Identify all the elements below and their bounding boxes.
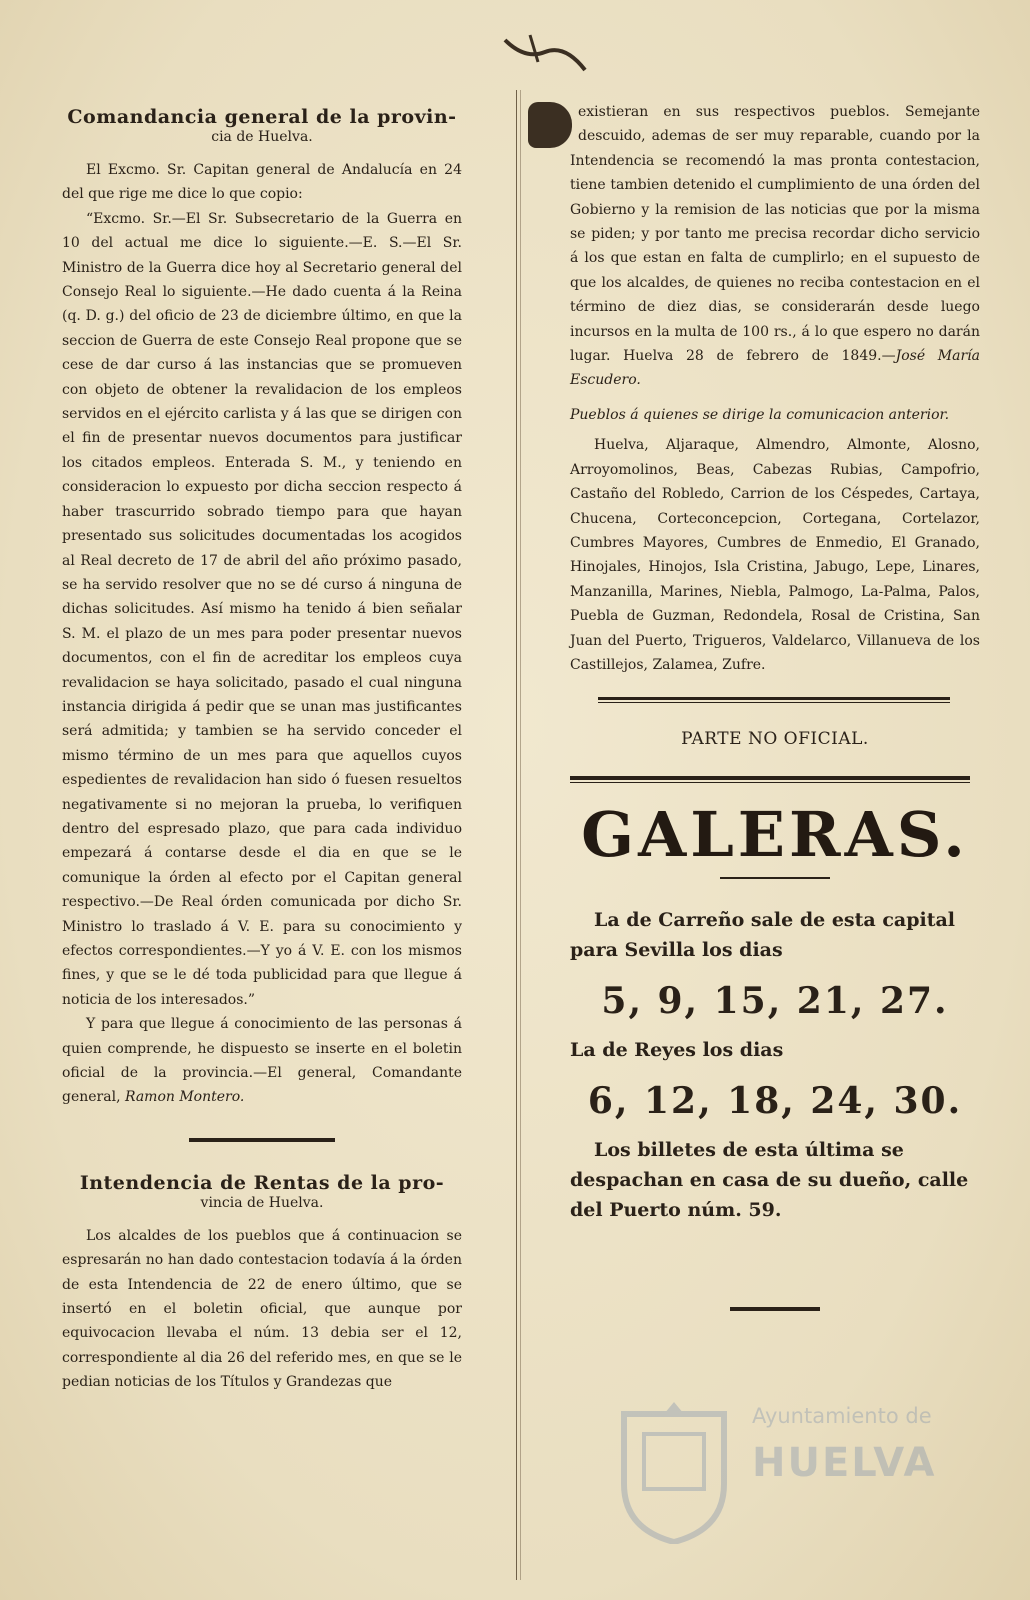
ink-flourish (500, 30, 590, 80)
column-divider (516, 90, 517, 1580)
paragraph-decree: “Excmo. Sr.—El Sr. Subsecretario de la Guerra en 10 del actual me dice lo siguiente.—E. S.—El Sr. Ministro de la Guerra dice hoy al Secretario general del Consejo Real lo siguiente.—He dado cuenta á la Reina (q. D. g.) del oficio de 23 de diciembre último, en que la seccion de Guerra de este Consejo Real propone que se cese de dar curso á las instancias que se promueven con objeto de obtener la revalidacion de los empleos servidos en el ejército carlista y á las que se dirigen con el fin de presentar nuevos documentos para justificar los citados empleos. Enterada S. M., y teniendo en consideracion lo expuesto por dicha seccion respecto á haber trascurrido sobrado tiempo para que hayan presentado sus solicitudes documentadas los acogidos al Real decreto de 17 de abril del año próximo pasado, se ha servido resolver que no se dé curso á ninguna de dichas solicitudes. Así mismo ha tenido á bien señalar S. M. el plazo de un mes para poder presentar nuevos documentos, con el fin de acreditar los empleos cuya revalidacion se haya solicitado, pasado el cual ninguna instancia dirigida á pedir que se unan mas justificantes será admitida; y tambien se ha servido conceder el mismo término de un mes para que aquellos cuyos espedientes de revalidacion han sido ó fuesen resueltos negativamente si no mejoran la prueba, lo verifiquen dentro del espresado plazo, que para cada individuo empezará á contarse desde el dia en que se le comunique la órden al efecto por el Capitan general respectivo.—De Real órden comunicada por dicho Sr. Ministro lo traslado á V. E. para su conocimiento y efectos correspondientes.—Y yo á V. E. con los mismos fines, y que se le dé toda publicidad para que llegue á noticia de los interesados.” (62, 210, 462, 1008)
section-subtitle-comandancia: cia de Huelva. (211, 129, 313, 145)
towns-list: Huelva, Aljaraque, Almendro, Almonte, Alosno, Arroyomolinos, Beas, Cabezas Rubias, Campofrio, Castaño del Robledo, Carrion de los Céspedes, Cartaya, Chucena, Corteconcepcion, Cortegana, Cortelazor, Cumbres Mayores, Cumbres de Enmedio, El Granado, Hinojales, Hinojos, Isla Cristina, Jabugo, Lepe, Linares, Manzanilla, Marines, Niebla, Palmogo, La-Palma, Palos, Puebla de Guzman, Redondela, Rosal de Cristina, San Juan del Puerto, Trigueros, Valdelarco, Villanueva de los Castillejos, Zalamea, Zufre. (570, 437, 980, 673)
billetes-text: Los billetes de esta última se despachan en casa de su dueño, calle del Puerto núm. 59. (570, 1138, 969, 1221)
signature-escudero: José María Escudero. (570, 348, 980, 389)
column-divider-secondary (520, 90, 521, 1580)
section-title-comandancia: Comandancia general de la provin- (67, 106, 457, 128)
thin-rule (570, 782, 970, 783)
left-column (62, 100, 462, 1395)
pueblos-heading: Pueblos á quienes se dirige la comunicacion anterior. (570, 406, 950, 423)
ayuntamiento-watermark (614, 1394, 937, 1544)
carreno-text: La de Carreño sale de esta capital para Sevilla los dias (570, 908, 956, 961)
parte-no-oficial-heading: PARTE NO OFICIAL. (681, 729, 869, 750)
signature-montero: Ramon Montero. (124, 1089, 245, 1106)
paragraph-intendencia: Los alcaldes de los pueblos que á continuacion se espresarán no han dado contestacion todavía á la órden de esta Intendencia de 22 de enero último, que se insertó en el boletin oficial, que aunque por equivocacion llevaba el núm. 13 debia ser el 12, correspondiente al dia 26 del referido mes, en que se le pedian noticias de los Títulos y Grandezas que (62, 1227, 462, 1391)
end-separator (730, 1307, 820, 1311)
reyes-text: La de Reyes los dias (570, 1038, 784, 1061)
paragraph-closing (62, 1012, 462, 1110)
section-title-intendencia: Intendencia de Rentas de la pro- (79, 1171, 445, 1194)
watermark-line2: HUELVA (752, 1440, 937, 1486)
ink-blot-icon (528, 102, 572, 148)
reyes-days: 6, 12, 18, 24, 30. (587, 1079, 963, 1122)
double-rule (598, 697, 950, 703)
galeras-separator (720, 877, 830, 879)
right-column (570, 100, 980, 1311)
section-subtitle-intendencia: vincia de Huelva. (200, 1194, 324, 1211)
paragraph-intro: El Excmo. Sr. Capitan general de Andalucía en 24 del que rige me dice lo que copio: (62, 162, 462, 203)
section-separator (189, 1138, 335, 1142)
continuation-text: existieran en sus respectivos pueblos. Semejante descuido, ademas de ser muy reparable, cuando por la Intendencia se recomendó la mas pronta contestacion, tiene tambien detenido el cumplimiento de una órden del Gobierno y la remision de las noticias que por la misma se piden; y por tanto me precisa recordar dicho servicio á los que estan en falta de cumplirlo; en el supuesto de que los alcaldes, de quienes no reciba contestacion en el término de diez dias, se considerarán desde luego incursos en la multa de 100 rs., á lo que espero no darán lugar. Huelva 28 de febrero de 1849.— (570, 104, 980, 365)
watermark-line1: Ayuntamiento de (752, 1404, 932, 1428)
coat-of-arms-icon (614, 1394, 734, 1544)
closing-text: Y para que llegue á conocimiento de las personas á quien comprende, he dispuesto se inserte en el boletin oficial de la provincia.—El general, Comandante general, (62, 1016, 462, 1106)
galeras-headline: GALERAS. (581, 797, 969, 871)
carreno-days: 5, 9, 15, 21, 27. (601, 979, 949, 1022)
paragraph-continuation (570, 100, 980, 393)
thick-rule (570, 776, 970, 780)
